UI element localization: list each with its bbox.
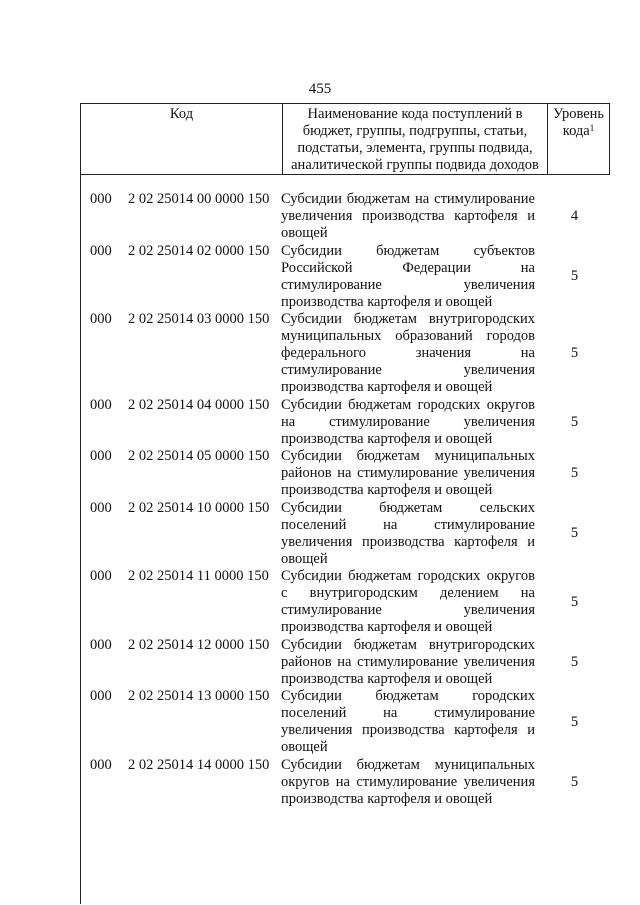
row-name: Субсидии бюджетам муниципальных районов на стимулирование увеличения производства картофеля и овощей (281, 448, 535, 498)
row-name: Субсидии бюджетам муниципальных округов на стимулирование увеличения производства картофеля и овощей (281, 756, 535, 807)
table-row (80, 757, 610, 808)
header-level: Уровень кода (552, 106, 605, 139)
row-admin-code: 000 (90, 568, 112, 584)
table-row (80, 448, 610, 499)
row-name: Субсидии бюджетам внутригородских муниципальных образований городов федерального значения на стимулирование увеличения производства картофеля и овощей (281, 311, 535, 395)
row-revenue-code: 2 02 25014 00 0000 150 (128, 191, 270, 207)
row-admin-code: 000 (90, 636, 112, 653)
row-name: Субсидии бюджетам городских округов с внутригородским делением на стимулирование увеличения производства картофеля и овощей (281, 568, 535, 635)
header-level-footnote: 1 (589, 123, 595, 133)
table-header (80, 103, 610, 175)
row-admin-code: 000 (90, 499, 112, 516)
table-row (80, 637, 610, 688)
table-row (80, 191, 610, 242)
row-level: 5 (570, 465, 579, 481)
row-level: 5 (570, 713, 579, 730)
row-level: 5 (570, 413, 579, 430)
header-name: Наименование кода поступлений в бюджет, группы, подгруппы, статьи, подстатьи, элемента, группы подвида, аналитической группы подвида доходов (283, 104, 548, 175)
row-revenue-code: 2 02 25014 10 0000 150 (128, 499, 270, 516)
row-level: 5 (570, 525, 579, 541)
row-name: Субсидии бюджетам субъектов Российской Федерации на стимулирование увеличения производства картофеля и овощей (281, 242, 535, 310)
row-name: Субсидии бюджетам на стимулирование увеличения производства картофеля и овощей (281, 191, 535, 241)
row-level: 5 (570, 593, 579, 610)
row-revenue-code: 2 02 25014 13 0000 150 (128, 688, 270, 704)
row-admin-code: 000 (90, 242, 112, 259)
row-admin-code: 000 (90, 688, 112, 704)
row-revenue-code: 2 02 25014 12 0000 150 (128, 636, 270, 653)
table-row (80, 688, 610, 756)
table-row (80, 568, 610, 636)
header-code: Код (81, 104, 283, 175)
table-row (80, 397, 610, 448)
row-revenue-code: 2 02 25014 05 0000 150 (128, 448, 270, 464)
row-admin-code: 000 (90, 311, 112, 327)
row-level: 5 (570, 653, 579, 670)
row-level: 5 (570, 268, 579, 284)
table-row (80, 243, 610, 311)
row-name: Субсидии бюджетам внутригородских районов на стимулирование увеличения производства картофеля и овощей (281, 636, 535, 687)
row-level: 5 (570, 773, 579, 790)
row-revenue-code: 2 02 25014 03 0000 150 (128, 311, 270, 327)
row-name: Субсидии бюджетам городских поселений на стимулирование увеличения производства картофеля и овощей (281, 688, 535, 755)
table-body (80, 191, 610, 808)
row-level: 4 (570, 208, 579, 224)
table-row (80, 500, 610, 568)
table-row (80, 311, 610, 396)
row-admin-code: 000 (90, 191, 112, 207)
row-admin-code: 000 (90, 756, 112, 773)
row-revenue-code: 2 02 25014 11 0000 150 (128, 568, 269, 584)
row-name: Субсидии бюджетам сельских поселений на стимулирование увеличения производства картофеля и овощей (281, 499, 535, 567)
row-name: Субсидии бюджетам городских округов на стимулирование увеличения производства картофеля и овощей (281, 396, 535, 447)
page-number: 455 (308, 81, 332, 97)
row-level: 5 (570, 345, 579, 361)
row-admin-code: 000 (90, 396, 112, 413)
header-level-cell (548, 104, 610, 175)
row-revenue-code: 2 02 25014 04 0000 150 (128, 396, 270, 413)
row-admin-code: 000 (90, 448, 112, 464)
row-revenue-code: 2 02 25014 02 0000 150 (128, 242, 270, 259)
row-revenue-code: 2 02 25014 14 0000 150 (128, 756, 270, 773)
